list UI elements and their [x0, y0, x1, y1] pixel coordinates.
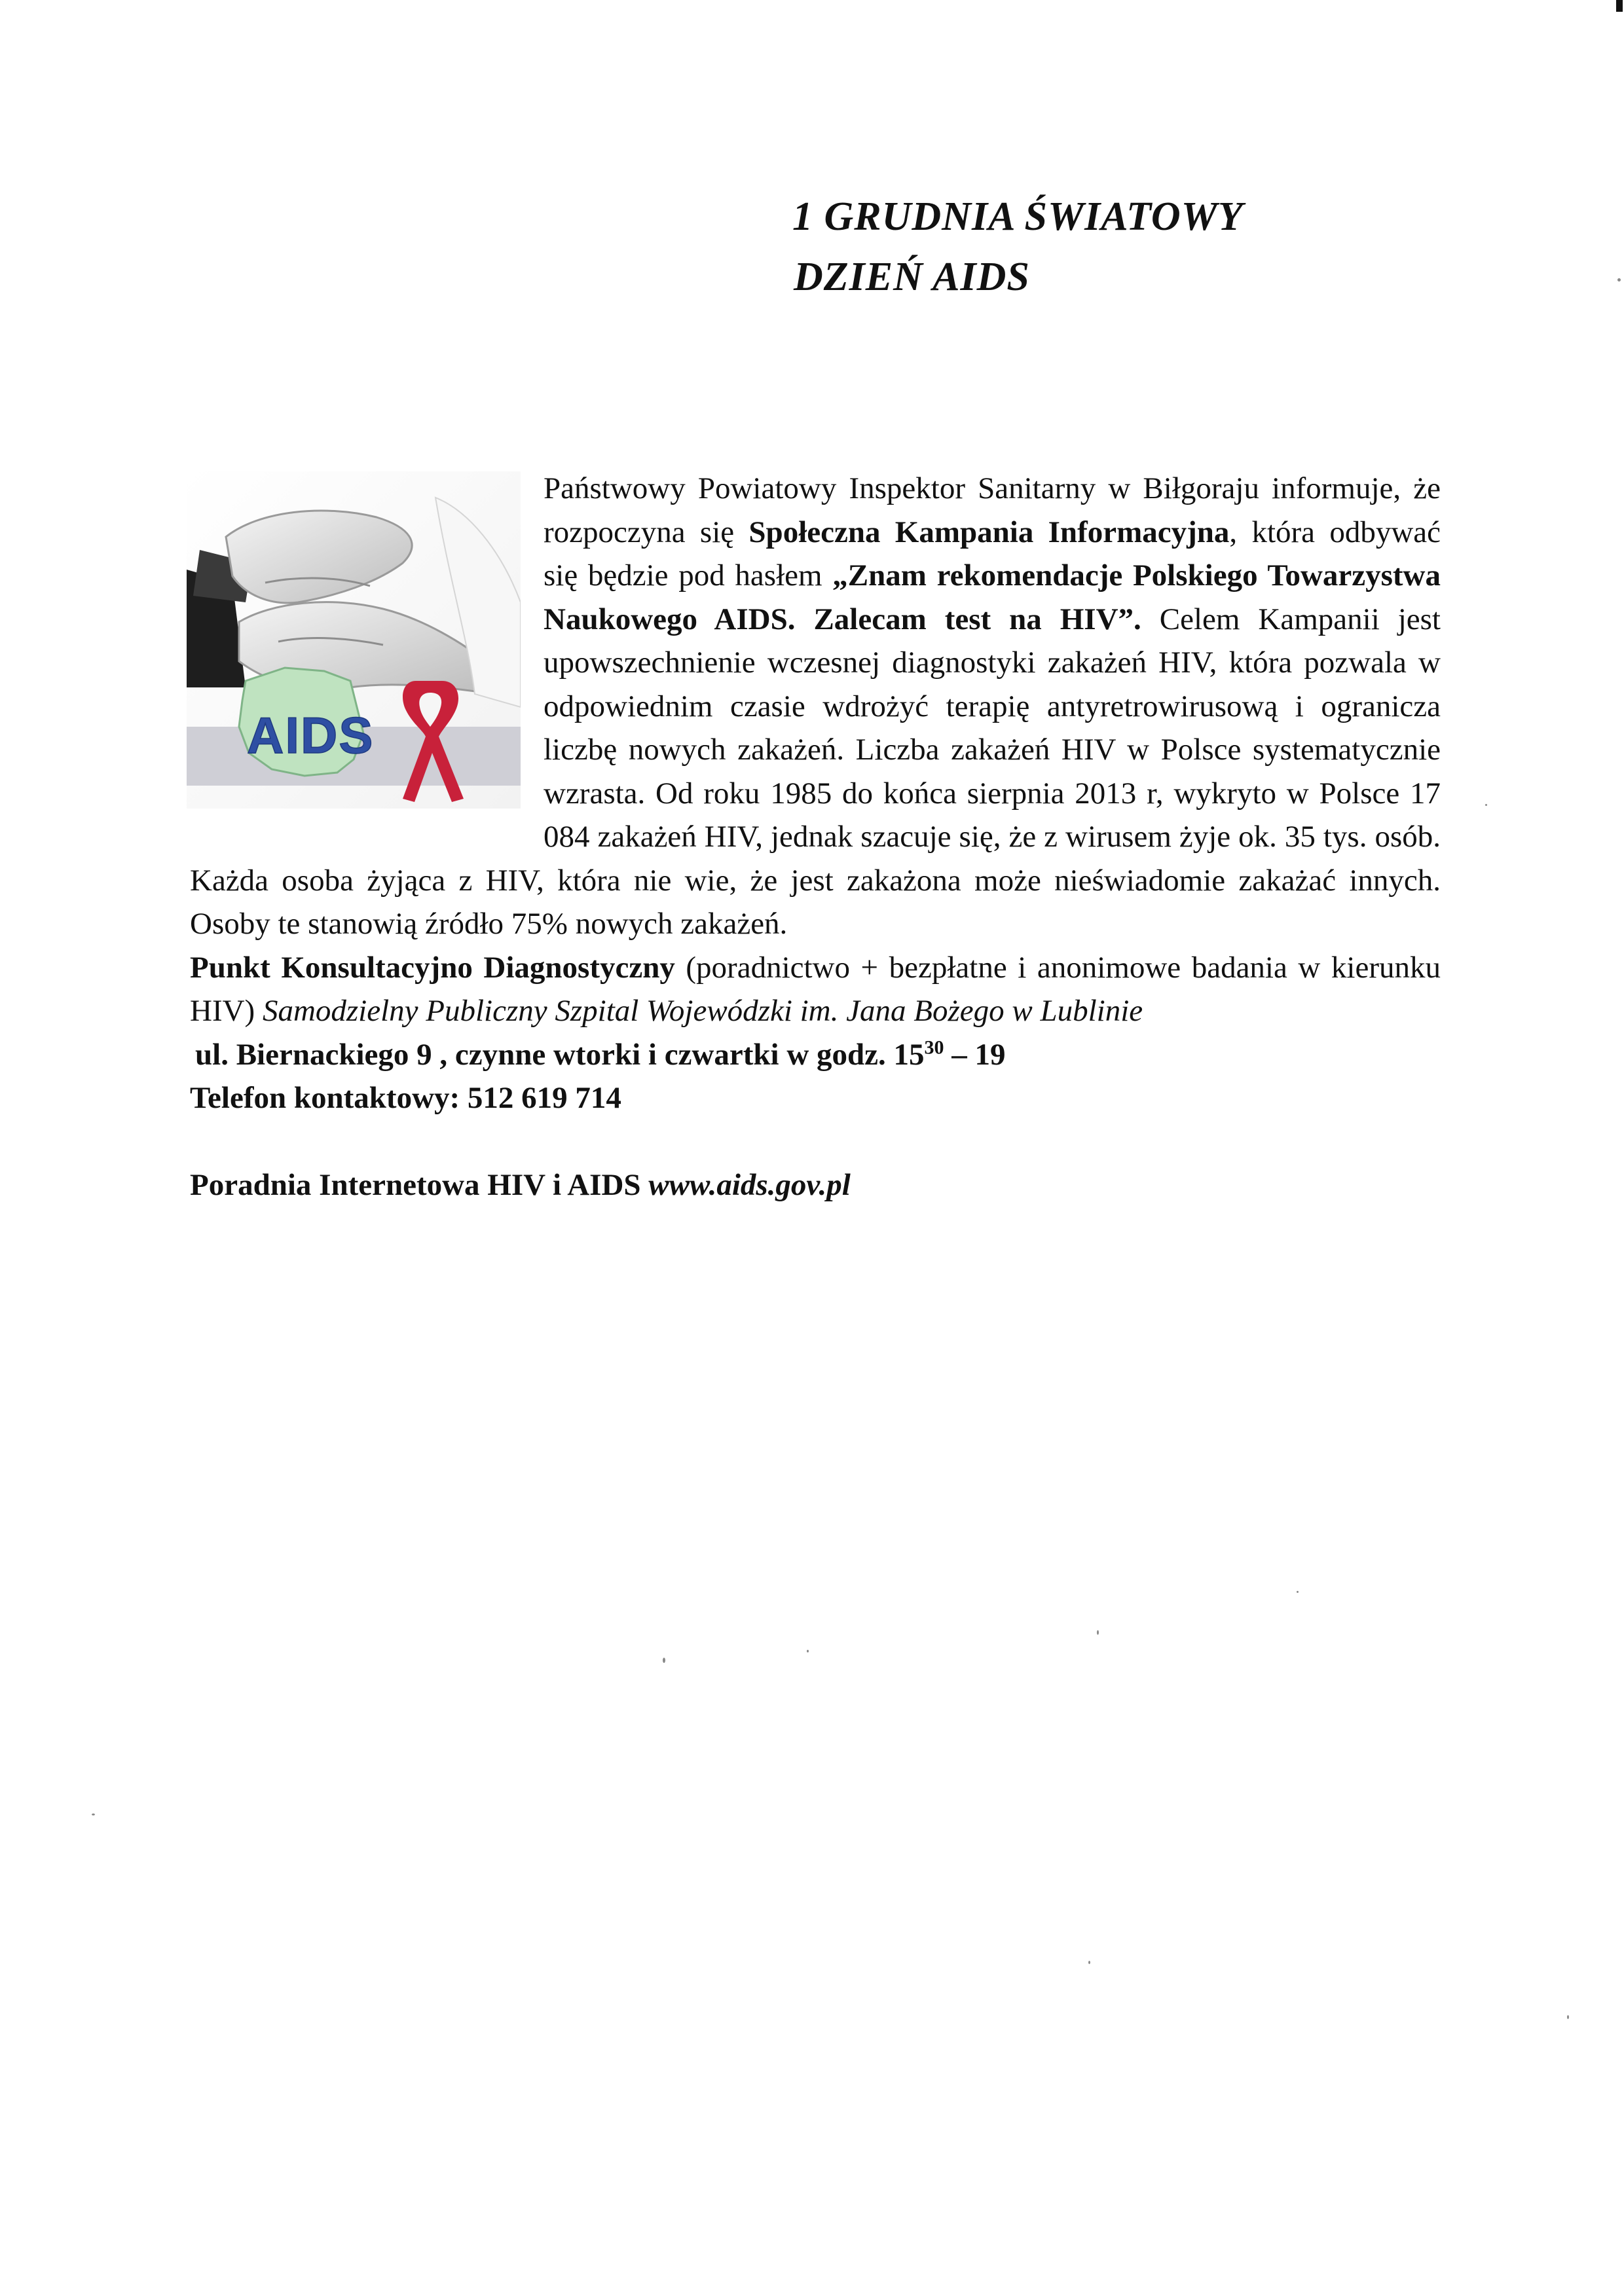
- phone-line: Telefon kontaktowy: 512 619 714: [190, 1081, 621, 1115]
- scan-speck: [1617, 278, 1621, 282]
- scan-speck: [1567, 2015, 1569, 2019]
- consultation-description: (poradnictwo + bezpłatne i anonimowe badania w kierunku HIV): [190, 950, 1441, 1028]
- scan-speck: [663, 1658, 665, 1663]
- address-text: ul. Biernackiego 9 , czynne wtorki i czwartki w godz. 15: [195, 1037, 925, 1072]
- document-title: [792, 187, 1244, 307]
- hospital-name: Samodzielny Publiczny Szpital Wojewódzki im. Jana Bożego w Lublinie: [262, 994, 1143, 1028]
- campaign-slogan: „Znam rekomendacje Polskiego Towarzystwa Naukowego AIDS. Zalecam test na HIV”.: [544, 558, 1441, 636]
- online-clinic-line: [190, 1163, 1441, 1207]
- address-end: – 19: [944, 1037, 1006, 1072]
- online-clinic-url[interactable]: www.aids.gov.pl: [648, 1167, 851, 1202]
- scan-speck: [807, 1650, 809, 1652]
- campaign-name: Społeczna Kampania Informacyjna: [748, 515, 1230, 549]
- paragraph-1-text-c: Celem Kampanii jest upowszechnienie wczesnej diagnostyki zakażeń HIV, która pozwala w odpowiednim czasie wdrożyć terapię antyretrowirusową i ogranicza liczbę nowych zakażeń. Liczba zakażeń HIV w Polsce systematycznie wzrasta. Od roku 1985 do końca sierpnia 2013 r, wykryto w Polsce 17 084 zakażeń HIV, jednak szacuje się, że z wirusem żyje ok. 35 tys. osób. Każda osoba żyjąca z HIV, która nie wie, że jest zakażona może nieświadomie zakażać innych. Osoby te stanowią źródło 75% nowych zakażeń.: [190, 602, 1441, 941]
- aids-logo-text: AIDS: [247, 706, 375, 764]
- address-line: [190, 1033, 1441, 1077]
- title-line-2: DZIEŃ AIDS: [794, 255, 1030, 299]
- online-clinic-label: Poradnia Internetowa HIV i AIDS: [190, 1167, 649, 1202]
- article-body: [190, 467, 1441, 1207]
- scan-speck: [1097, 1630, 1099, 1635]
- consultation-point-name: Punkt Konsultacyjno Diagnostyczny: [190, 950, 675, 985]
- title-line-1: 1 GRUDNIA ŚWIATOWY: [792, 194, 1244, 239]
- hours-superscript: 30: [924, 1036, 944, 1058]
- scan-speck: [92, 1813, 95, 1815]
- scan-speck: [1485, 804, 1487, 806]
- scan-mark: [1616, 0, 1623, 12]
- scan-speck: [1088, 1961, 1090, 1964]
- scan-speck: [1297, 1591, 1299, 1593]
- paragraph-1-text-a: Państwowy Powiatowy Inspektor Sanitarny w Biłgoraju informuje, że rozpoczyna się: [544, 471, 1441, 549]
- paragraph-consultation: [190, 946, 1441, 1033]
- paragraph-1-text-b: , która odbywać się będzie pod hasłem: [544, 515, 1441, 592]
